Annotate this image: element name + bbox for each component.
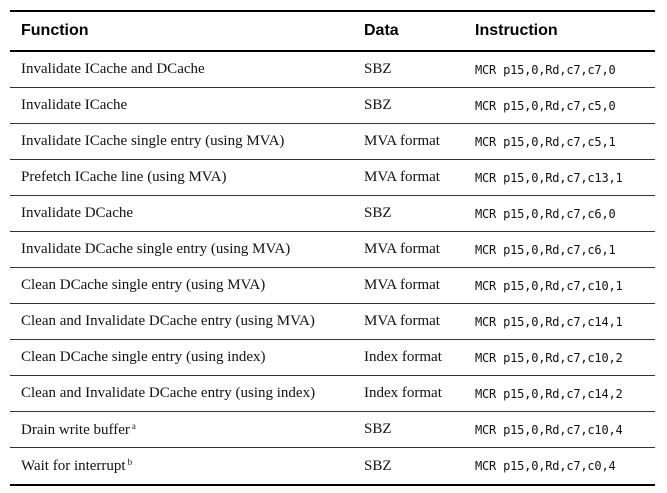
table-row	[10, 268, 655, 304]
function-cell: Invalidate DCache	[21, 205, 134, 221]
instruction-cell: MCR p15,0,Rd,c7,c6,0	[475, 206, 616, 221]
instruction-cell: MCR p15,0,Rd,c7,c5,0	[475, 98, 616, 113]
table-row	[10, 196, 655, 232]
data-cell: SBZ	[364, 457, 392, 474]
function-cell	[10, 457, 364, 475]
function-cell: Invalidate ICache and DCache	[21, 61, 205, 77]
data-cell: MVA format	[364, 241, 440, 257]
instruction-cell: MCR p15,0,Rd,c7,c5,1	[475, 134, 616, 149]
data-cell: MVA format	[364, 277, 440, 293]
instruction-cell: MCR p15,0,Rd,c7,c14,1	[475, 314, 623, 329]
table-row	[10, 160, 655, 196]
function-cell: Invalidate ICache	[21, 97, 128, 113]
table-row	[10, 340, 655, 376]
table-row	[10, 88, 655, 124]
function-cell: Invalidate ICache single entry (using MVA)	[21, 133, 285, 149]
data-cell: SBZ	[364, 205, 392, 221]
instruction-cell: MCR p15,0,Rd,c7,c10,2	[475, 350, 623, 365]
function-cell: Clean DCache single entry (using index)	[21, 349, 266, 365]
data-cell: SBZ	[364, 421, 392, 437]
footnote-marker: b	[127, 457, 133, 467]
data-cell: MVA format	[364, 133, 440, 149]
data-cell: SBZ	[364, 61, 392, 77]
function-cell: Clean and Invalidate DCache entry (using MVA)	[21, 313, 315, 329]
instruction-cell: MCR p15,0,Rd,c7,c10,1	[475, 278, 623, 293]
table-row	[10, 52, 655, 88]
function-text: Drain write buffer	[21, 421, 130, 438]
function-cell: Invalidate DCache single entry (using MVA)	[21, 241, 291, 257]
footnote-marker: a	[131, 420, 136, 431]
function-cell: Prefetch ICache line (using MVA)	[21, 169, 227, 185]
instruction-cell: MCR p15,0,Rd,c7,c14,2	[475, 386, 623, 401]
header-function: Function	[21, 22, 89, 39]
function-text: Wait for interrupt	[21, 458, 126, 474]
header-data: Data	[364, 22, 399, 39]
data-cell: Index format	[364, 385, 442, 401]
table-row	[10, 376, 655, 412]
data-cell: SBZ	[364, 97, 392, 113]
instruction-cell: MCR p15,0,Rd,c7,c0,4	[475, 459, 616, 473]
function-cell	[10, 421, 364, 439]
data-cell: MVA format	[364, 169, 440, 185]
instruction-cell: MCR p15,0,Rd,c7,c13,1	[475, 170, 623, 185]
data-cell: Index format	[364, 349, 442, 365]
cache-operations-table	[10, 10, 655, 486]
table-row	[10, 412, 655, 448]
table-row	[10, 448, 655, 484]
header-instruction: Instruction	[475, 22, 558, 39]
instruction-cell: MCR p15,0,Rd,c7,c10,4	[475, 422, 623, 437]
function-cell: Clean and Invalidate DCache entry (using index)	[21, 385, 316, 401]
instruction-cell: MCR p15,0,Rd,c7,c6,1	[475, 242, 616, 257]
function-cell: Clean DCache single entry (using MVA)	[21, 277, 266, 293]
data-cell: MVA format	[364, 313, 440, 329]
instruction-cell: MCR p15,0,Rd,c7,c7,0	[475, 62, 616, 77]
table-row	[10, 232, 655, 268]
table-row	[10, 124, 655, 160]
table-row	[10, 304, 655, 340]
table-header-row	[10, 12, 655, 52]
